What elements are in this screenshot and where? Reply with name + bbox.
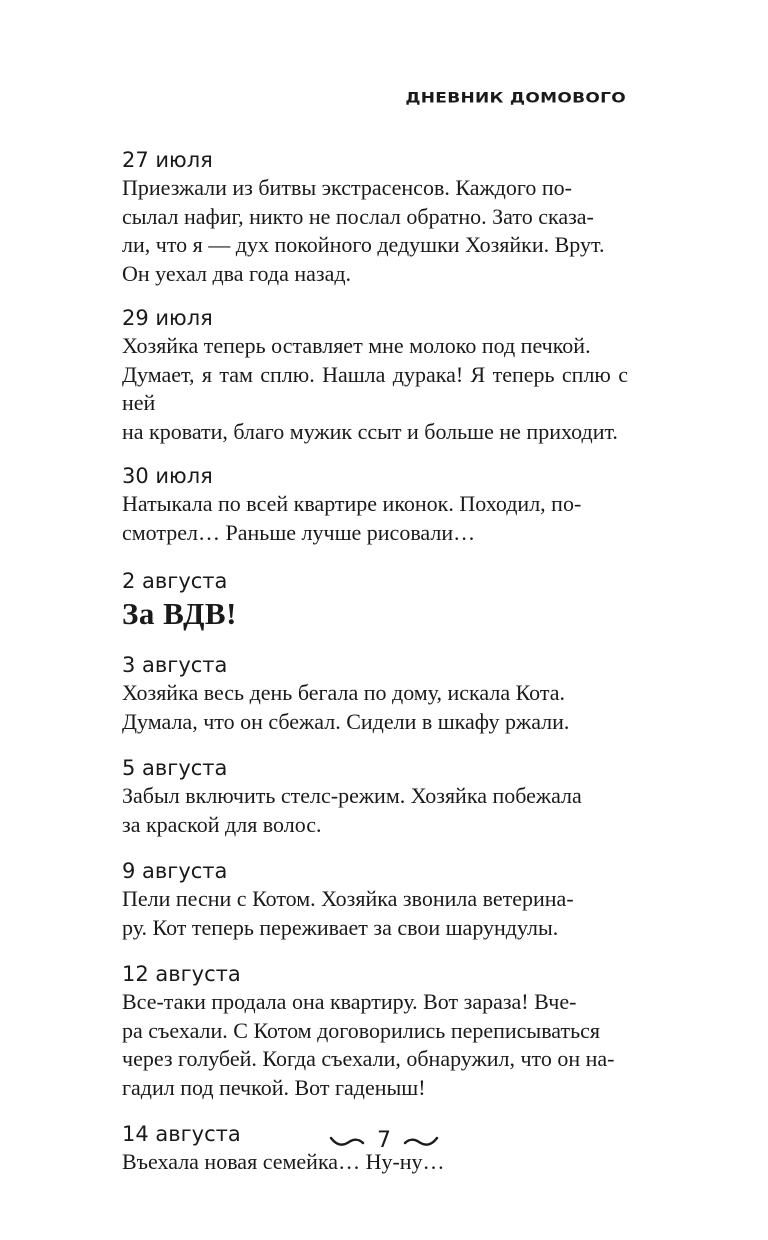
text-line: Хозяйка теперь оставляет мне молоко под печкой. — [122, 333, 591, 358]
text-line: на кровати, благо мужик ссыт и больше не приходит. — [122, 418, 618, 444]
swash-ornament-right-icon — [403, 1134, 439, 1148]
text-line: Пели песни с Котом. Хозяйка звонила ветерина- — [122, 886, 574, 911]
text-line: смотрел… Раньше лучше рисовали… — [122, 519, 476, 545]
entry-date: 29 июля — [122, 306, 213, 330]
entry-date: 3 августа — [122, 653, 228, 677]
diary-entry — [122, 960, 628, 1102]
diary-entries — [122, 146, 628, 1193]
swash-ornament-left-icon — [329, 1134, 365, 1148]
entry-date: 5 августа — [122, 756, 228, 780]
entry-text — [122, 174, 628, 288]
text-line: Въехала новая семейка… Ну-ну… — [122, 1149, 445, 1174]
diary-entry — [122, 567, 628, 633]
text-line: Хозяйка весь день бегала по дому, искала Кота. — [122, 680, 566, 705]
diary-entry — [122, 146, 628, 288]
entry-date: 14 августа — [122, 1122, 241, 1146]
entry-date: 9 августа — [122, 859, 228, 883]
entry-text — [122, 332, 628, 446]
text-line: Он уехал два года назад. — [122, 260, 352, 286]
text-line: через голубей. Когда съехали, обнаружил, что он на- — [122, 1046, 615, 1071]
text-line: Думает, я там сплю. Нашла дурака! Я теперь сплю с ней — [122, 361, 628, 415]
page-footer — [0, 1126, 768, 1156]
text-line: Забыл включить стелс-режим. Хозяйка побежала — [122, 783, 582, 808]
text-line: ру. Кот теперь переживает за свои шарундулы. — [122, 914, 559, 940]
text-line: ли, что я — дух покойного дедушки Хозяйки. Врут. — [122, 232, 605, 257]
entry-text — [122, 679, 628, 736]
diary-entry — [122, 304, 628, 446]
text-line: ра съехали. С Котом договорились переписываться — [122, 1017, 601, 1043]
entry-date: 12 августа — [122, 962, 241, 986]
text-line: Все-таки продала она квартиру. Вот зараза! Вче- — [122, 989, 577, 1014]
entry-date: 27 июля — [122, 148, 213, 172]
diary-entry — [122, 754, 628, 839]
entry-text — [122, 782, 628, 839]
entry-date: 2 августа — [122, 569, 228, 593]
text-line: сылал нафиг, никто не послал обратно. Зато сказа- — [122, 203, 594, 229]
entry-text — [122, 988, 628, 1102]
page-number: 7 — [377, 1128, 391, 1153]
entry-text — [122, 885, 628, 942]
entry-exclamation: За ВДВ! — [122, 596, 237, 631]
text-line: Думала, что он сбежал. Сидели в шкафу ржали. — [122, 708, 570, 734]
text-line: гадил под печкой. Вот гаденыш! — [122, 1074, 426, 1100]
entry-date: 30 июля — [122, 464, 213, 488]
diary-entry — [122, 462, 628, 547]
entry-text — [122, 490, 628, 547]
text-line: Приезжали из битвы экстрасенсов. Каждого по- — [122, 175, 572, 200]
running-title: ДНЕВНИК ДОМОВОГО — [405, 90, 626, 107]
diary-entry — [122, 651, 628, 736]
diary-entry — [122, 857, 628, 942]
text-line: за краской для волос. — [122, 811, 322, 837]
text-line: Натыкала по всей квартире иконок. Походил, по- — [122, 491, 582, 516]
